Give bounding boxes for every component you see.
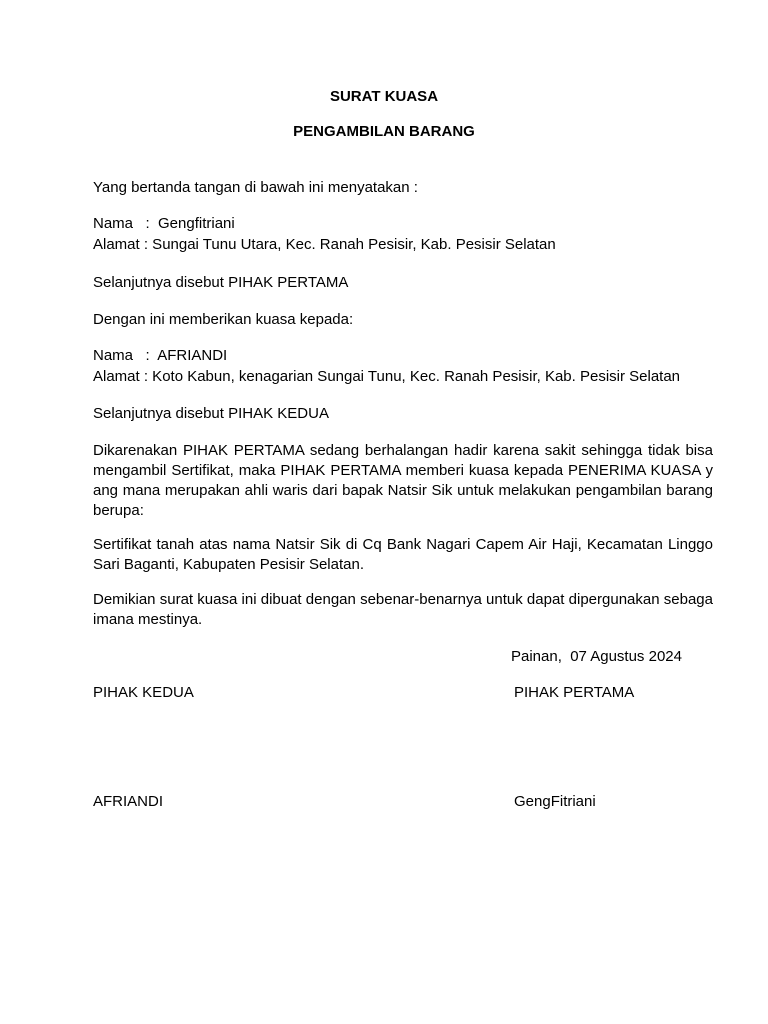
place-date: Painan, 07 Agustus 2024 xyxy=(511,648,682,665)
first-party-address: Alamat : Sungai Tunu Utara, Kec. Ranah Pesisir, Kab. Pesisir Selatan xyxy=(93,236,556,253)
signature-right-name: GengFitriani xyxy=(514,793,596,810)
signature-left-name: AFRIANDI xyxy=(93,793,164,810)
signature-left-label: PIHAK KEDUA xyxy=(93,684,194,701)
document-subtitle: PENGAMBILAN BARANG xyxy=(293,123,475,140)
second-party-address: Alamat : Koto Kabun, kenagarian Sungai Tunu, Kec. Ranah Pesisir, Kab. Pesisir Selatan xyxy=(93,368,681,385)
grant-text: Dengan ini memberikan kuasa kepada: xyxy=(93,311,354,328)
second-party-reference: Selanjutnya disebut PIHAK KEDUA xyxy=(93,405,329,422)
second-party-name: Nama : AFRIANDI xyxy=(93,347,228,364)
signature-right-label: PIHAK PERTAMA xyxy=(514,684,635,701)
first-party-reference: Selanjutnya disebut PIHAK PERTAMA xyxy=(93,274,349,291)
reason-paragraph: Dikarenakan PIHAK PERTAMA sedang berhalangan hadir karena sakit sehingga tidak bisa mengambil Sertifikat, maka PIHAK PERTAMA memberi kuasa kepada PENERIMA KUASA yang mana merupakan ahli waris dari bapak Natsir Sik untuk melakukan pengambilan barang berupa: xyxy=(93,442,713,519)
intro-text: Yang bertanda tangan di bawah ini menyatakan : xyxy=(93,179,418,196)
document-title: SURAT KUASA xyxy=(329,88,439,105)
item-paragraph: Sertifikat tanah atas nama Natsir Sik di Cq Bank Nagari Capem Air Haji, Kecamatan Linggo Sari Baganti, Kabupaten Pesisir Selatan. xyxy=(93,536,713,573)
first-party-name: Nama : Gengfitriani xyxy=(93,215,235,232)
closing-paragraph: Demikian surat kuasa ini dibuat dengan sebenar-benarnya untuk dapat dipergunakan sebagaimana mestinya. xyxy=(93,591,713,628)
